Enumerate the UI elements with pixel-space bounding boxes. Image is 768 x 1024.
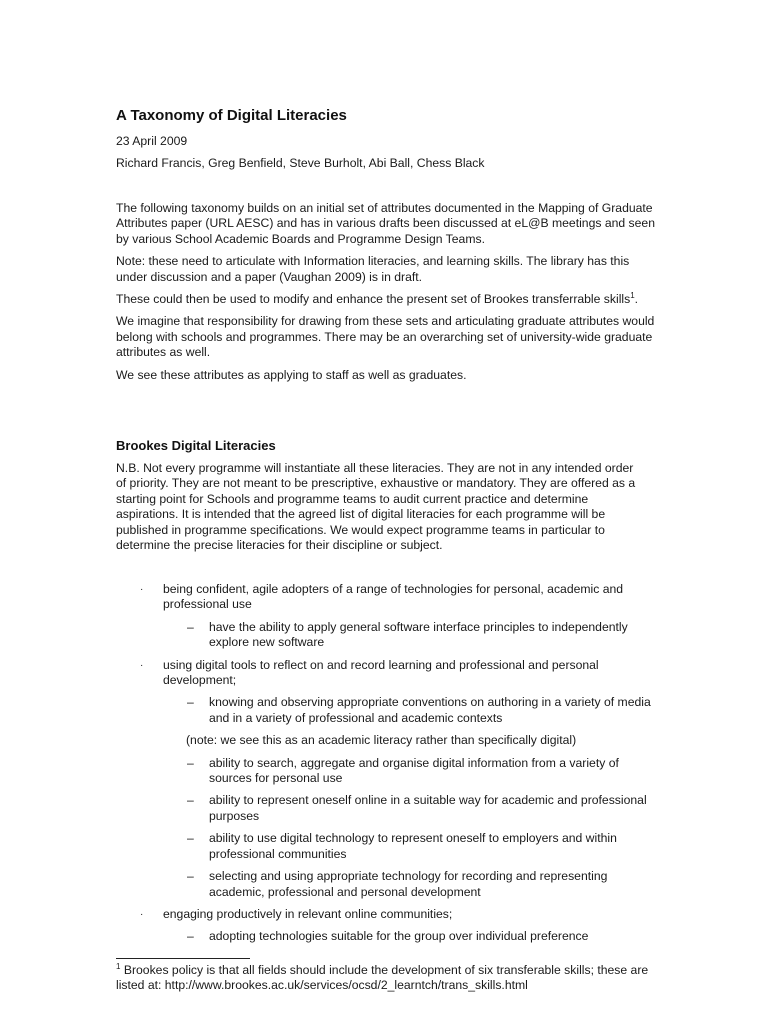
intro-paragraph-text: These could then be used to modify and enhance the present set of Brookes transferrable skills: [116, 292, 631, 307]
list-item: [116, 907, 656, 922]
sub-list-item-text: ability to represent oneself online in a suitable way for academic and professional purposes: [209, 793, 647, 823]
intro-paragraph: Note: these need to articulate with Information literacies, and learning skills. The library has this under discussion and a paper (Vaughan 2009) is in draft.: [116, 254, 630, 284]
dash-marker: –: [187, 695, 194, 710]
list-note: (note: we see this as an academic literacy rather than specifically digital): [186, 733, 577, 748]
dash-marker: –: [187, 831, 194, 846]
sub-list-item: [116, 756, 656, 787]
sub-list-item-text: selecting and using appropriate technology for recording and representing academic, professional and personal development: [209, 869, 608, 899]
sub-list-item: [116, 695, 656, 726]
footnote-reference[interactable]: 1: [630, 290, 635, 300]
list-item: [116, 658, 656, 689]
intro-paragraph: We see these attributes as applying to staff as well as graduates.: [116, 367, 467, 382]
literacies-list: [116, 582, 656, 952]
footnote-text: Brookes policy is that all fields should include the development of six transferable skills; these are listed at: http://www.brookes.ac.uk/services/ocsd/2_learntch/trans_skills.html: [116, 963, 649, 993]
nb-paragraph: N.B. Not every programme will instantiate all these literacies. They are not in any intended order of priority. They are not meant to be prescriptive, exhaustive or mandatory. They are offered as a starting point for Schools and programme teams to audit current practice and determine aspirations. It is intended that the agreed list of digital literacies for each programme will be published in programme specifications. We would expect programme teams in particular to determine the precise literacies for their discipline or subject.: [116, 461, 636, 553]
sub-list-item: [116, 793, 656, 824]
sub-list-item-text: adopting technologies suitable for the group over individual preference: [209, 929, 589, 944]
footnote-divider: [116, 958, 250, 959]
dash-marker: –: [187, 619, 194, 634]
dash-marker: –: [187, 755, 194, 770]
sentence-period: .: [634, 292, 639, 307]
bullet-marker: ·: [140, 908, 144, 920]
footnote-number: 1: [116, 961, 121, 971]
document-title: A Taxonomy of Digital Literacies: [116, 107, 347, 124]
document-date: 23 April 2009: [116, 134, 188, 148]
sub-list-item: [116, 831, 656, 862]
intro-paragraph: The following taxonomy builds on an initial set of attributes documented in the Mapping of Graduate Attributes paper (URL AESC) and has in various drafts been discussed at eL@B meetings and seen by various School Academic Boards and Programme Design Teams.: [116, 201, 655, 246]
section-heading: Brookes Digital Literacies: [116, 438, 276, 453]
list-item: [116, 582, 656, 613]
dash-marker: –: [187, 793, 194, 808]
sub-list-item: [116, 620, 656, 651]
document-authors: Richard Francis, Greg Benfield, Steve Burholt, Abi Ball, Chess Black: [116, 156, 485, 170]
bullet-marker: ·: [140, 659, 144, 671]
sub-list-item-text: have the ability to apply general software interface principles to independently explore new software: [209, 619, 628, 650]
list-item-text: using digital tools to reflect on and record learning and professional and personal development;: [163, 657, 599, 688]
intro-paragraph-with-footnote: [116, 292, 656, 307]
footnote: [116, 963, 656, 994]
bullet-marker: ·: [140, 584, 144, 595]
sub-list-item: [116, 869, 656, 900]
sub-list-item-text: ability to use digital technology to represent oneself to employers and within professional communities: [209, 831, 617, 861]
dash-marker: –: [187, 869, 194, 884]
intro-section: [116, 201, 656, 390]
sub-list-item-text: ability to search, aggregate and organise digital information from a variety of sources for personal use: [209, 755, 619, 786]
intro-paragraph: We imagine that responsibility for drawing from these sets and articulating graduate attributes would belong with schools and programmes. There may be an overarching set of university-wide graduate attributes as well.: [116, 314, 655, 360]
list-item-text: engaging productively in relevant online communities;: [163, 906, 453, 921]
sub-list-item-text: knowing and observing appropriate conventions on authoring in a variety of media and in a variety of professional and academic contexts: [209, 695, 651, 725]
sub-list-item: [116, 929, 656, 944]
list-item-text: being confident, agile adopters of a range of technologies for personal, academic and professional use: [163, 582, 624, 612]
dash-marker: –: [187, 929, 194, 944]
